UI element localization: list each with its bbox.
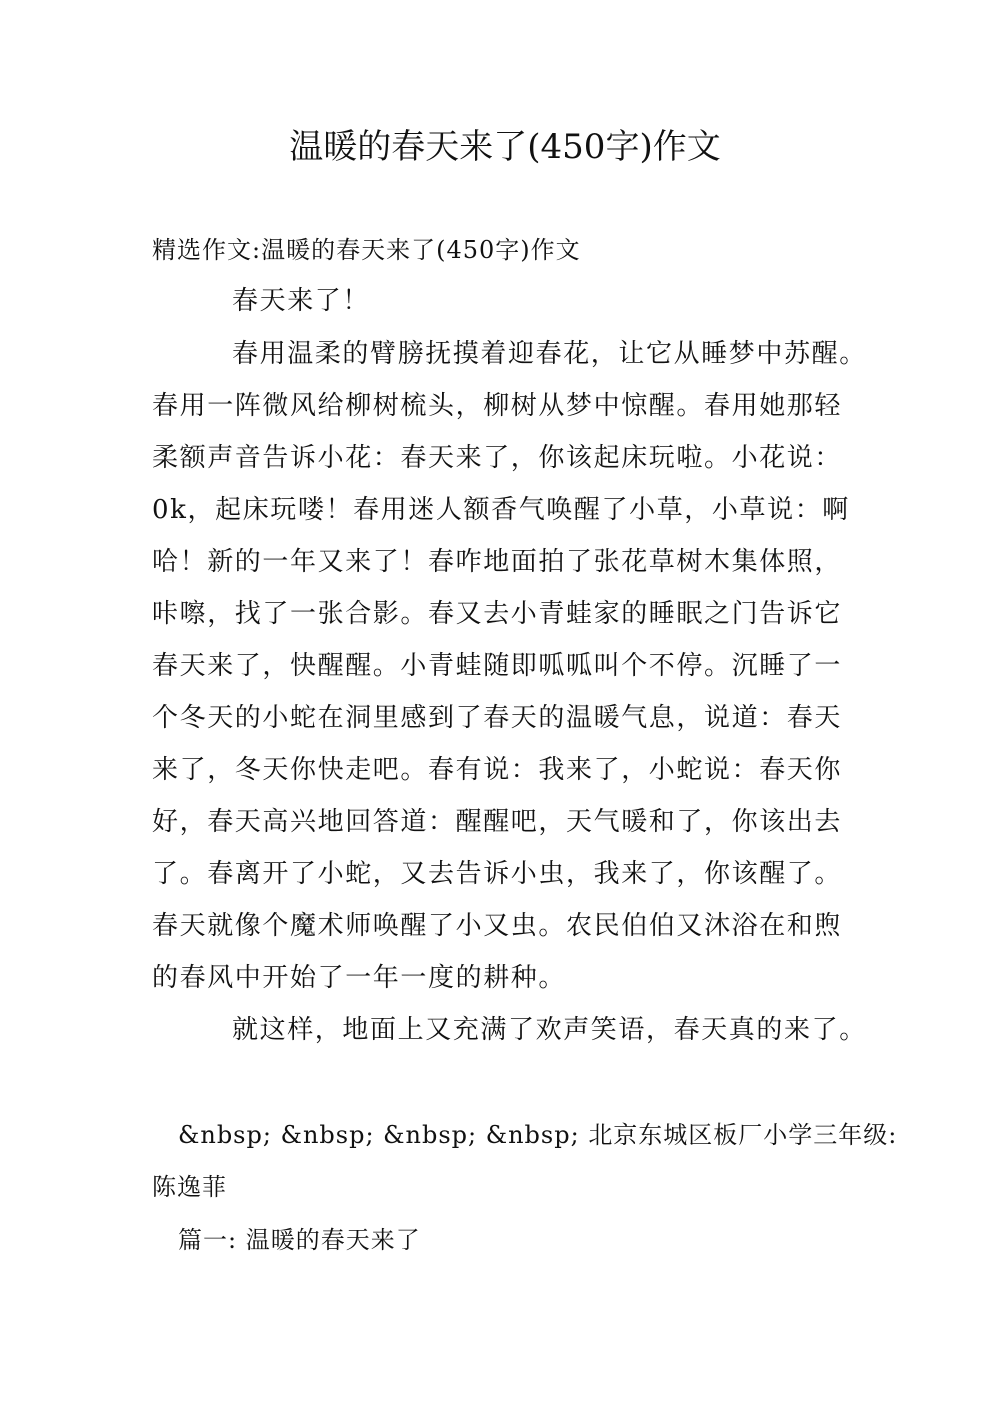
subtitle: 精选作文:温暖的春天来了(450字)作文: [152, 236, 581, 264]
paragraph-line: 了。春离开了小蛇，又去告诉小虫，我来了，你该醒了。: [152, 859, 843, 889]
paragraph-line: 就这样，地面上又充满了欢声笑语，春天真的来了。: [232, 1015, 867, 1045]
paragraph-line: 咔嚓，找了一张合影。春又去小青蛙家的睡眠之门告诉它: [152, 599, 843, 629]
paragraph-line: 好，春天高兴地回答道：醒醒吧，天气暖和了，你该出去: [152, 807, 843, 837]
paragraph-line: 春天就像个魔术师唤醒了小又虫。农民伯伯又沐浴在和煦: [152, 911, 843, 941]
paragraph-line: 春天来了，快醒醒。小青蛙随即呱呱叫个不停。沉睡了一: [152, 651, 843, 681]
paragraph-line: 的春风中开始了一年一度的耕种。: [152, 963, 567, 993]
author-school: &nbsp; &nbsp; &nbsp; &nbsp; 北京东城区板厂小学三年级:: [178, 1121, 898, 1149]
paragraph-line: 个冬天的小蛇在洞里感到了春天的温暖气息，说道：春天: [152, 703, 843, 733]
author-name: 陈逸菲: [152, 1173, 227, 1201]
paragraph-line: 春用温柔的臂膀抚摸着迎春花，让它从睡梦中苏醒。: [232, 339, 867, 369]
paragraph-line: 哈！新的一年又来了！春咋地面拍了张花草树木集体照，: [152, 547, 843, 577]
paragraph-line: 0k，起床玩喽！春用迷人额香气唤醒了小草，小草说：啊: [152, 495, 850, 525]
paragraph-line: 柔额声音告诉小花：春天来了，你该起床玩啦。小花说：: [152, 443, 843, 473]
paragraph-line: 春用一阵微风给柳树梳头，柳树从梦中惊醒。春用她那轻: [152, 391, 843, 421]
paragraph-line: 来了，冬天你快走吧。春有说：我来了，小蛇说：春天你: [152, 755, 843, 785]
section-heading: 篇一: 温暖的春天来了: [178, 1226, 421, 1254]
paragraph-line: 春天来了！: [232, 286, 371, 316]
document-title: 温暖的春天来了(450字)作文: [289, 127, 721, 167]
